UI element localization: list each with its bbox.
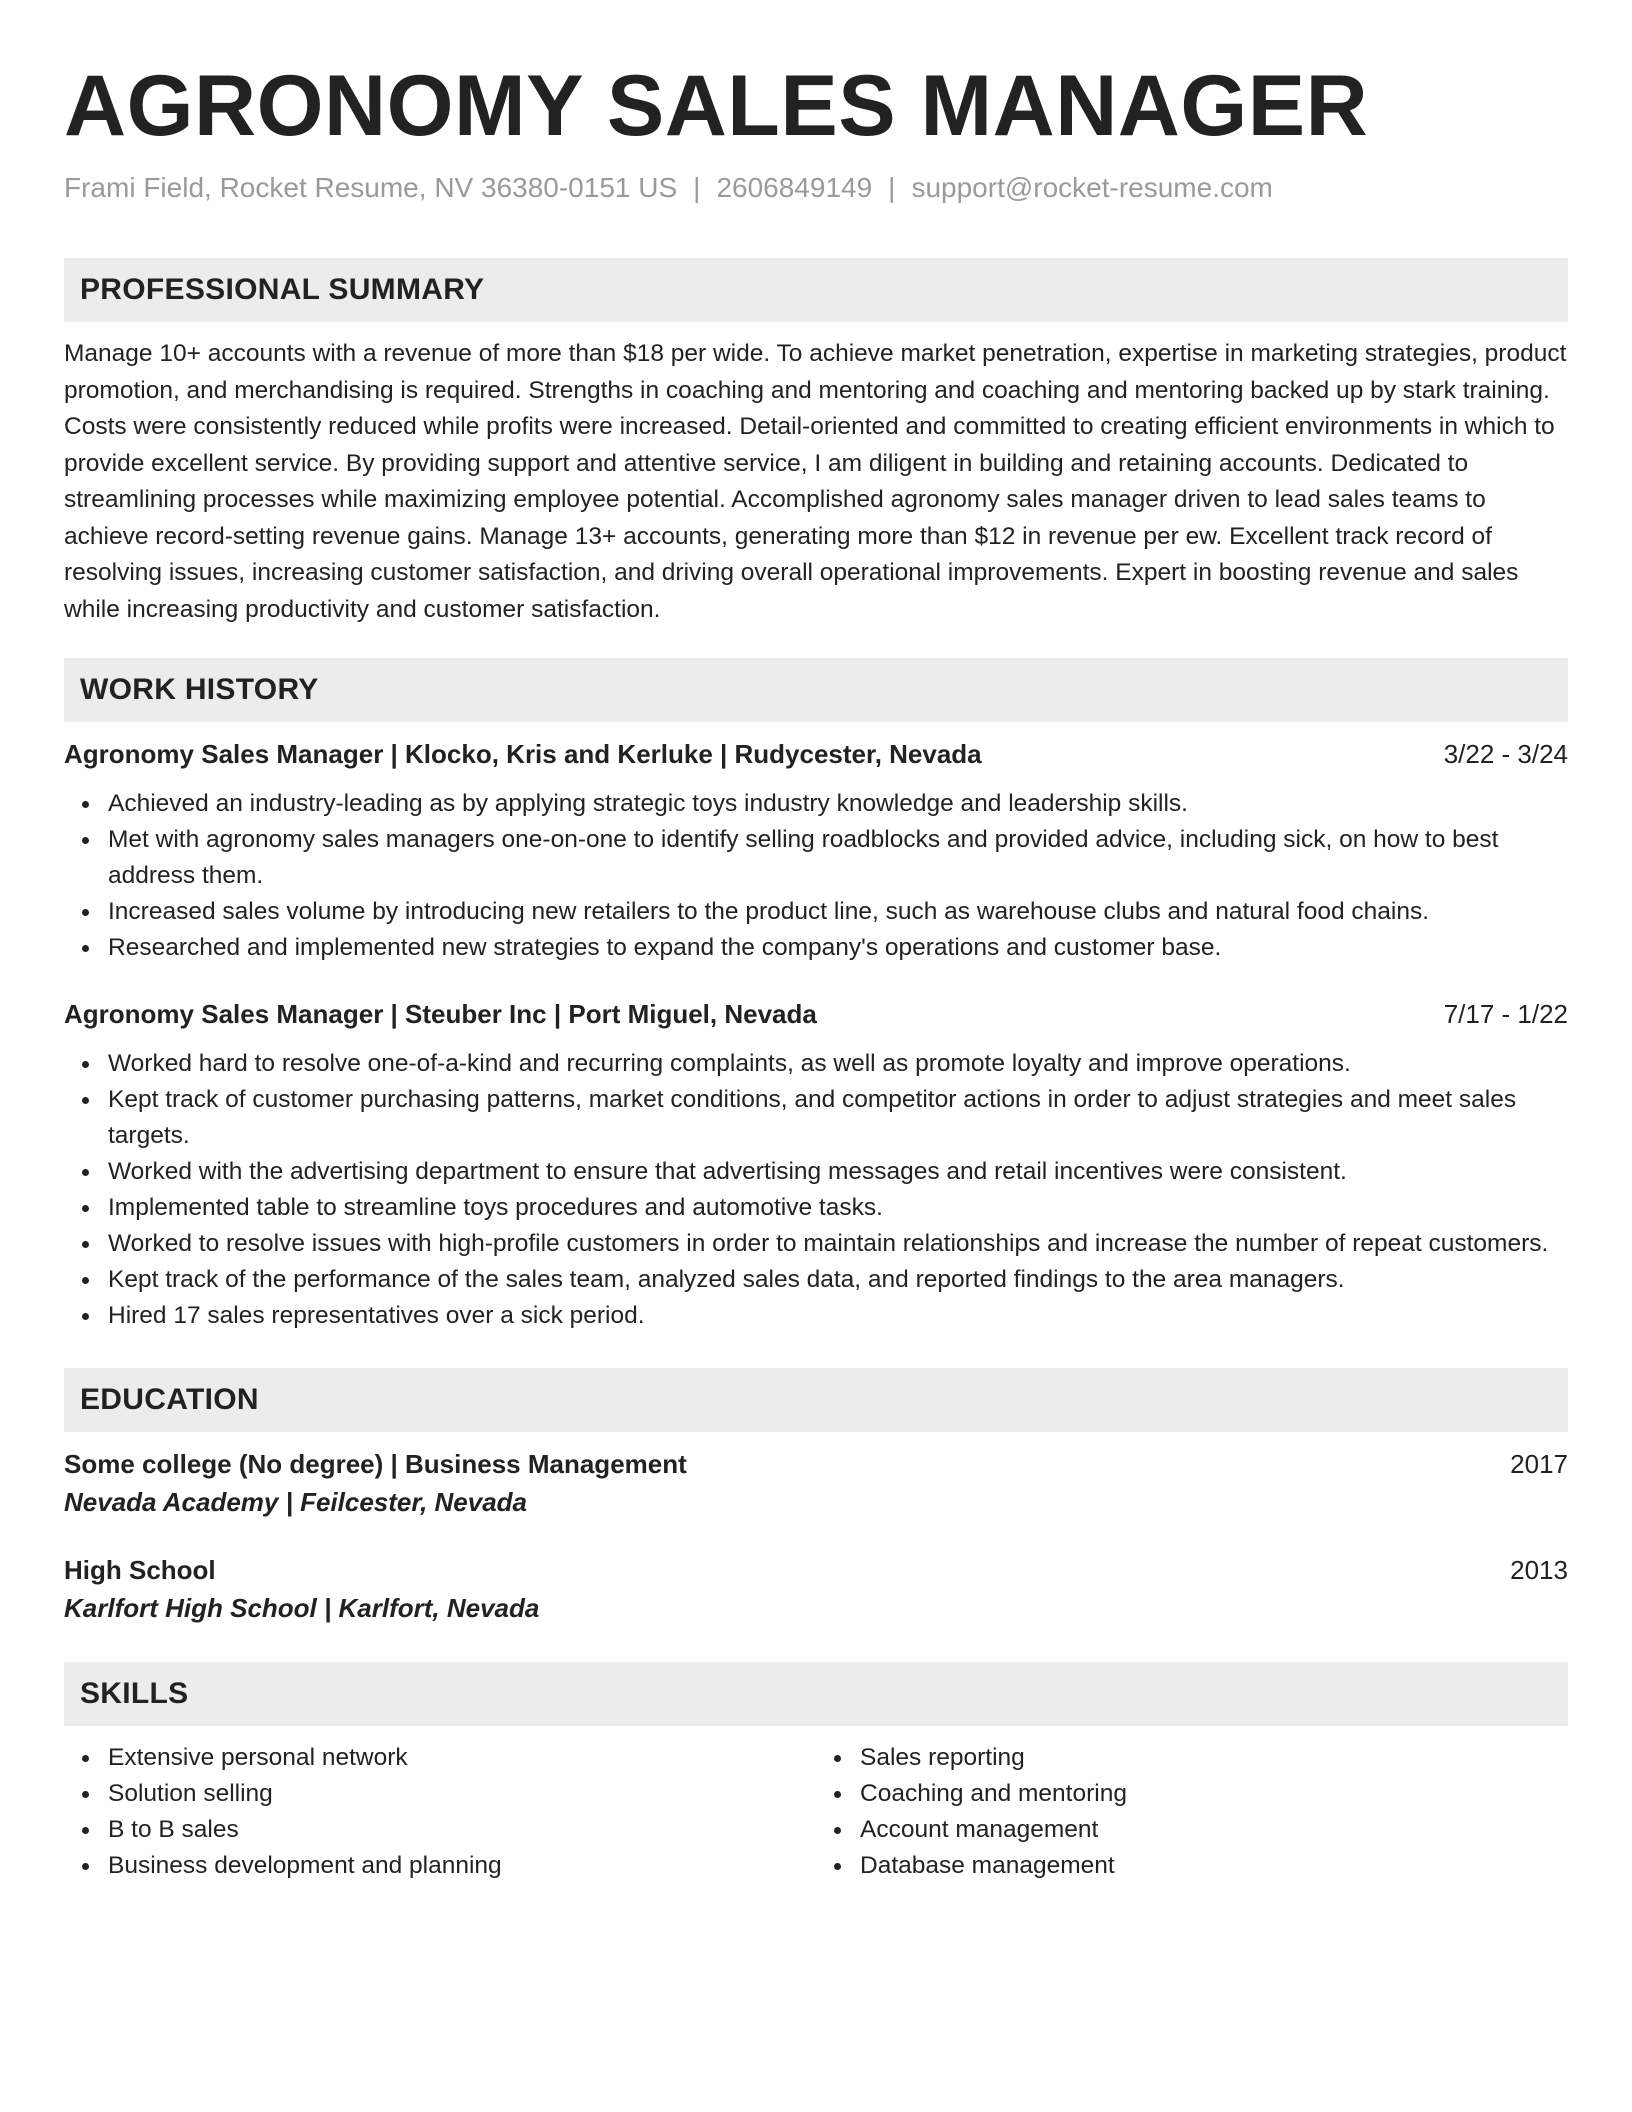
contact-phone: 2606849149	[716, 172, 873, 203]
job-bullet: Worked with the advertising department to ensure that advertising messages and retail incentives were consistent.	[108, 1154, 1568, 1190]
education-entry	[64, 1552, 1568, 1628]
section-header-work-history: WORK HISTORY	[64, 658, 1568, 722]
job-bullet: Worked to resolve issues with high-profile customers in order to maintain relationships and increase the number of repeat customers.	[108, 1226, 1568, 1262]
job-bullet: Implemented table to streamline toys procedures and automotive tasks.	[108, 1190, 1568, 1226]
education-entry	[64, 1446, 1568, 1522]
skill-item: Solution selling	[108, 1776, 816, 1812]
summary-paragraph: Manage 10+ accounts with a revenue of more than $18 per wide. To achieve market penetration, expertise in marketing strategies, product promotion, and merchandising is required. Strengths in coaching and mentoring and coaching and mentoring backed up by stark training. Costs were consistently reduced while profits were increased. Detail-oriented and committed to creating efficient environments in which to provide excellent service. By providing support and attentive service, I am diligent in building and retaining accounts. Dedicated to streamlining processes while maximizing employee potential. Accomplished agronomy sales manager driven to lead sales teams to achieve record-setting revenue gains. Manage 13+ accounts, generating more than $12 in revenue per ew. Excellent track record of resolving issues, increasing customer satisfaction, and driving overall operational improvements. Expert in boosting revenue and sales while increasing productivity and customer satisfaction.	[64, 340, 1567, 623]
skills-column-left	[64, 1740, 816, 1884]
skills-column-right	[816, 1740, 1568, 1884]
job-bullet: Met with agronomy sales managers one-on-one to identify selling roadblocks and provided advice, including sick, on how to best address them.	[108, 822, 1568, 894]
job-bullet: Researched and implemented new strategies to expand the company's operations and customer base.	[108, 930, 1568, 966]
contact-separator: |	[888, 172, 896, 203]
job-bullet: Hired 17 sales representatives over a sick period.	[108, 1298, 1568, 1334]
job-bullet: Kept track of the performance of the sales team, analyzed sales data, and reported findings to the area managers.	[108, 1262, 1568, 1298]
education-school: Nevada Academy | Feilcester, Nevada	[64, 1487, 528, 1517]
education-year: 2013	[1510, 1555, 1568, 1585]
skill-item: Business development and planning	[108, 1848, 816, 1884]
education-title: High School	[64, 1555, 216, 1585]
job-header	[64, 996, 1568, 1032]
resume-title: AGRONOMY SALES MANAGER	[64, 58, 1369, 154]
job-bullet: Worked hard to resolve one-of-a-kind and recurring complaints, as well as promote loyalty and improve operations.	[108, 1046, 1568, 1082]
education-header	[64, 1446, 1568, 1482]
education-title: Some college (No degree) | Business Management	[64, 1449, 687, 1479]
job-entry	[64, 736, 1568, 966]
job-entry	[64, 996, 1568, 1334]
contact-email: support@rocket-resume.com	[911, 172, 1273, 203]
skill-item: B to B sales	[108, 1812, 816, 1848]
skills-grid	[64, 1740, 1568, 1884]
education-school: Karlfort High School | Karlfort, Nevada	[64, 1593, 540, 1623]
skill-item: Extensive personal network	[108, 1740, 816, 1776]
job-header	[64, 736, 1568, 772]
job-dates: 3/22 - 3/24	[1443, 739, 1568, 769]
section-header-education: EDUCATION	[64, 1368, 1568, 1432]
section-header-summary: PROFESSIONAL SUMMARY	[64, 258, 1568, 322]
skills-list	[816, 1740, 1568, 1884]
job-title: Agronomy Sales Manager | Klocko, Kris and Kerluke | Rudycester, Nevada	[64, 739, 982, 769]
contact-address: Frami Field, Rocket Resume, NV 36380-0151 US	[64, 172, 678, 203]
education-header	[64, 1552, 1568, 1588]
contact-line	[64, 170, 1568, 206]
job-bullet: Increased sales volume by introducing new retailers to the product line, such as warehouse clubs and natural food chains.	[108, 894, 1568, 930]
skill-item: Database management	[860, 1848, 1568, 1884]
skill-item: Coaching and mentoring	[860, 1776, 1568, 1812]
job-bullets	[64, 786, 1568, 966]
skills-list	[64, 1740, 816, 1884]
job-title: Agronomy Sales Manager | Steuber Inc | Port Miguel, Nevada	[64, 999, 817, 1029]
job-bullet: Kept track of customer purchasing patterns, market conditions, and competitor actions in order to adjust strategies and meet sales targets.	[108, 1082, 1568, 1154]
skill-item: Sales reporting	[860, 1740, 1568, 1776]
section-header-skills: SKILLS	[64, 1662, 1568, 1726]
contact-separator: |	[693, 172, 701, 203]
job-bullet: Achieved an industry-leading as by applying strategic toys industry knowledge and leadership skills.	[108, 786, 1568, 822]
skill-item: Account management	[860, 1812, 1568, 1848]
job-dates: 7/17 - 1/22	[1443, 999, 1568, 1029]
education-year: 2017	[1510, 1449, 1568, 1479]
job-bullets	[64, 1046, 1568, 1334]
